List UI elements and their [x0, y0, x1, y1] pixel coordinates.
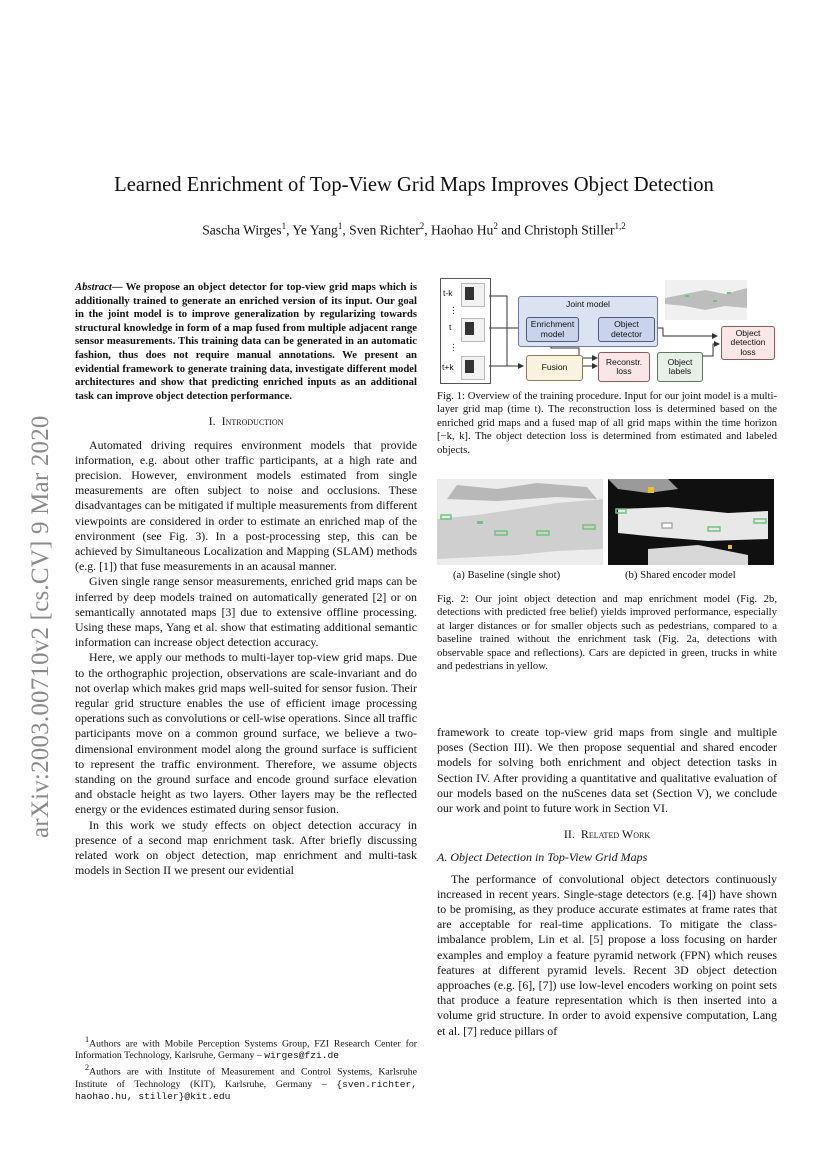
figure-2b-subcaption: (b) Shared encoder model	[625, 569, 736, 581]
author-affiliation-mark: 1	[281, 221, 287, 231]
time-label-dots: ⋮	[449, 342, 458, 352]
author-affiliation-mark: 2	[493, 221, 498, 231]
subsection-heading: A. Object Detection in Top-View Grid Maps	[437, 850, 648, 865]
abstract-label: Abstract	[75, 281, 112, 293]
footnote-1: $^1$Authors are with Mobile Perception Systems Group, FZI Research Center for Information Technology, Karlsruhe, Germany – wirges@fzi.de	[75, 1035, 417, 1062]
time-label-dots: ⋮	[449, 305, 458, 315]
author-name: Christoph Stiller	[524, 222, 615, 238]
section-heading-related-work: II. Related Work	[563, 827, 651, 842]
reconstruction-loss-box: Reconstr. loss	[598, 352, 650, 382]
footnote-2-email: {sven.richter, haohao.hu, stiller}@kit.edu	[75, 1078, 417, 1102]
fusion-box: Fusion	[526, 355, 583, 381]
related-work-paragraph: The performance of convolutional object detectors continuously increased in recent years. Single-stage detectors (e.g. [4]) have shown to be promising, as they produce accurate estimates at frame rates that are acceptable for real-time applications. To mitigate the class-imbalance problem, Lin et al. [5] propose a loss focusing on harder examples and employ a feature pyramid network (FPN) which reuses features at different pyramid levels. Recent 3D object detection approaches (e.g. [6], [7]) use low-level encoders working on point sets that produce a feature representation which is then inserted into a volume grid structure. In order to avoid expensive computation, Lang et al. [7] reduce pillars of	[437, 871, 777, 1038]
object-detector-box: Object detector	[598, 317, 655, 342]
intro-paragraph: Automated driving requires environment models that provide information, e.g. about other traffic participants, at a high rate and precision. However, environment models estimated from single measurements are often subject to noise and occlusions. These disadvantages can be mitigated if multiple measurements from different viewpoints are considered in order to estimate an enriched map of the environment (see Fig. 3). In a post-processing step, this can be achieved by Simultaneous Localization and Mapping (SLAM) methods (e.g. [1]) that fuse measurements in an acausal manner.	[75, 437, 417, 574]
time-label-t: t	[449, 322, 452, 332]
figure-2-caption: Fig. 2: Our joint object detection and map enrichment model (Fig. 2b, detections with predicted free belief) yields improved performance, especially at larger distances or for smaller objects such as pedestrians, compared to a baseline trained without the enrichment task (Fig. 2a, detections with observable space and reflections). Cars are depicted in green, trucks in white and pedestrians in yellow.	[437, 593, 777, 673]
abstract: Abstract— We propose an object detector for top-view grid maps which is additionally trained to generate an enriched version of its input. Our goal in the joint model is to improve generalization by regularizing towards structural knowledge in form of a map fused from multiple adjacent range sensor measurements. This training data can be generated in an automatic fashion, thus does not require manual annotations. We present an evidential framework to generate training data, investigate different model architectures and show that predicting enriched inputs as an additional task can improve object detection performance.	[75, 281, 417, 402]
intro-paragraph: Given single range sensor measurements, enriched grid maps can be inferred by deep models trained on automatically generated [2] or on semantically annotated maps [3] due to extensive offline processing. Using these maps, Yang et al. show that estimating additional semantic information can increase object detection accuracy.	[75, 574, 417, 650]
enrichment-model-box: Enrichment model	[526, 317, 579, 342]
time-label-t-plus-k: t+k	[442, 362, 454, 372]
author-name: Sascha Wirges	[202, 222, 282, 238]
author-name: Sven Richter	[349, 222, 420, 238]
object-detection-loss-box: Object detection loss	[721, 326, 775, 360]
author-name: Ye Yang	[292, 222, 338, 238]
figure-2a-subcaption: (a) Baseline (single shot)	[453, 569, 561, 581]
arxiv-identifier	[14, 360, 62, 840]
author-affiliation-mark: 2	[419, 221, 425, 231]
footnote-2: $^2$Authors are with Institute of Measurement and Control Systems, Karlsruhe Institute of Technology (KIT), Karlsruhe, Germany – {sven.richter, haohao.hu, stiller}@kit.edu	[75, 1063, 417, 1102]
object-labels-box: Object labels	[657, 352, 703, 382]
figure-1-diagram	[437, 276, 777, 386]
intro-paragraph: In this work we study effects on object detection accuracy in presence of a second map enrichment task. After briefly discussing related work on object detection, map enrichment and multi-task models in Section II we present our evidential	[75, 817, 417, 878]
figure-2a-image	[437, 479, 603, 565]
footnotes	[75, 1034, 417, 1103]
section-heading-introduction: I. Introduction	[208, 414, 284, 429]
figure-1-caption: Fig. 1: Overview of the training procedure. Input for our joint model is a multi-layer grid map (time t). The reconstruction loss is determined based on the enriched grid maps and a fused map of all grid maps within the time horizon [−k, k]. The object detection loss is determined from estimated and labeled objects.	[437, 390, 777, 456]
intro-paragraph: Here, we apply our methods to multi-layer top-view grid maps. Due to the orthographic projection, observations are scale-invariant and do not overlap which makes grid maps well-suited for sensor fusion. Their regular grid structure enables the use of efficient image processing operations such as convolutions or cell-wise operations. Since all traffic participants move on a common ground surface, we believe a two-dimensional environment model along the ground surface is sufficient to represent the traffic environment. Therefore, we assume objects standing on the ground surface and encode ground surface elevation and obstacle height as two layers. Other layers may be the reflected energy or the evidences estimated during sensor fusion.	[75, 650, 417, 817]
footnote-1-email: wirges@fzi.de	[264, 1050, 340, 1062]
enriched-map-thumbnail	[665, 280, 747, 320]
author-affiliation-mark: 1	[337, 221, 343, 231]
author-list: Sascha Wirges$^1$, Ye Yang$^1$, Sven Richter$^2$, Haohao Hu$^2$ and Christoph Stiller$^{1,2}$	[202, 221, 626, 238]
arxiv-id-text: arXiv:2003.00710v2 [cs.CV] 9 Mar 2020	[27, 415, 54, 838]
time-label-t-minus-k: t-k	[443, 288, 453, 298]
abstract-text: We propose an object detector for top-view grid maps which is additionally trained to generate an enriched version of its input. Our goal in the joint model is to improve generalization by regularizing towards structural knowledge in form of a map fused from multiple adjacent range sensor measurements. This training data can be generated in an automatic fashion, thus does not require manual annotations. We present an evidential framework to generate training data, investigate different model architectures and show that predicting enriched inputs as an additional task can improve object detection performance.	[75, 281, 417, 402]
paper-title: Learned Enrichment of Top-View Grid Maps Improves Object Detection	[114, 174, 714, 196]
left-column	[75, 281, 417, 878]
author-name: Haohao Hu	[431, 222, 494, 238]
author-affiliation-mark: 1,2	[614, 221, 626, 231]
right-column	[437, 725, 777, 1039]
intro-continuation: framework to create top-view grid maps from single and multiple poses (Section III). We then propose sequential and shared encoder models for solving both enrichment and object detection tasks in Section IV. After providing a quantitative and qualitative evaluation of our models based on the nuScenes data set (Section V), we conclude our work and point to future work in Section VI.	[437, 725, 777, 816]
figure-2b-image	[608, 479, 774, 565]
joint-model-label: Joint model	[566, 299, 610, 309]
